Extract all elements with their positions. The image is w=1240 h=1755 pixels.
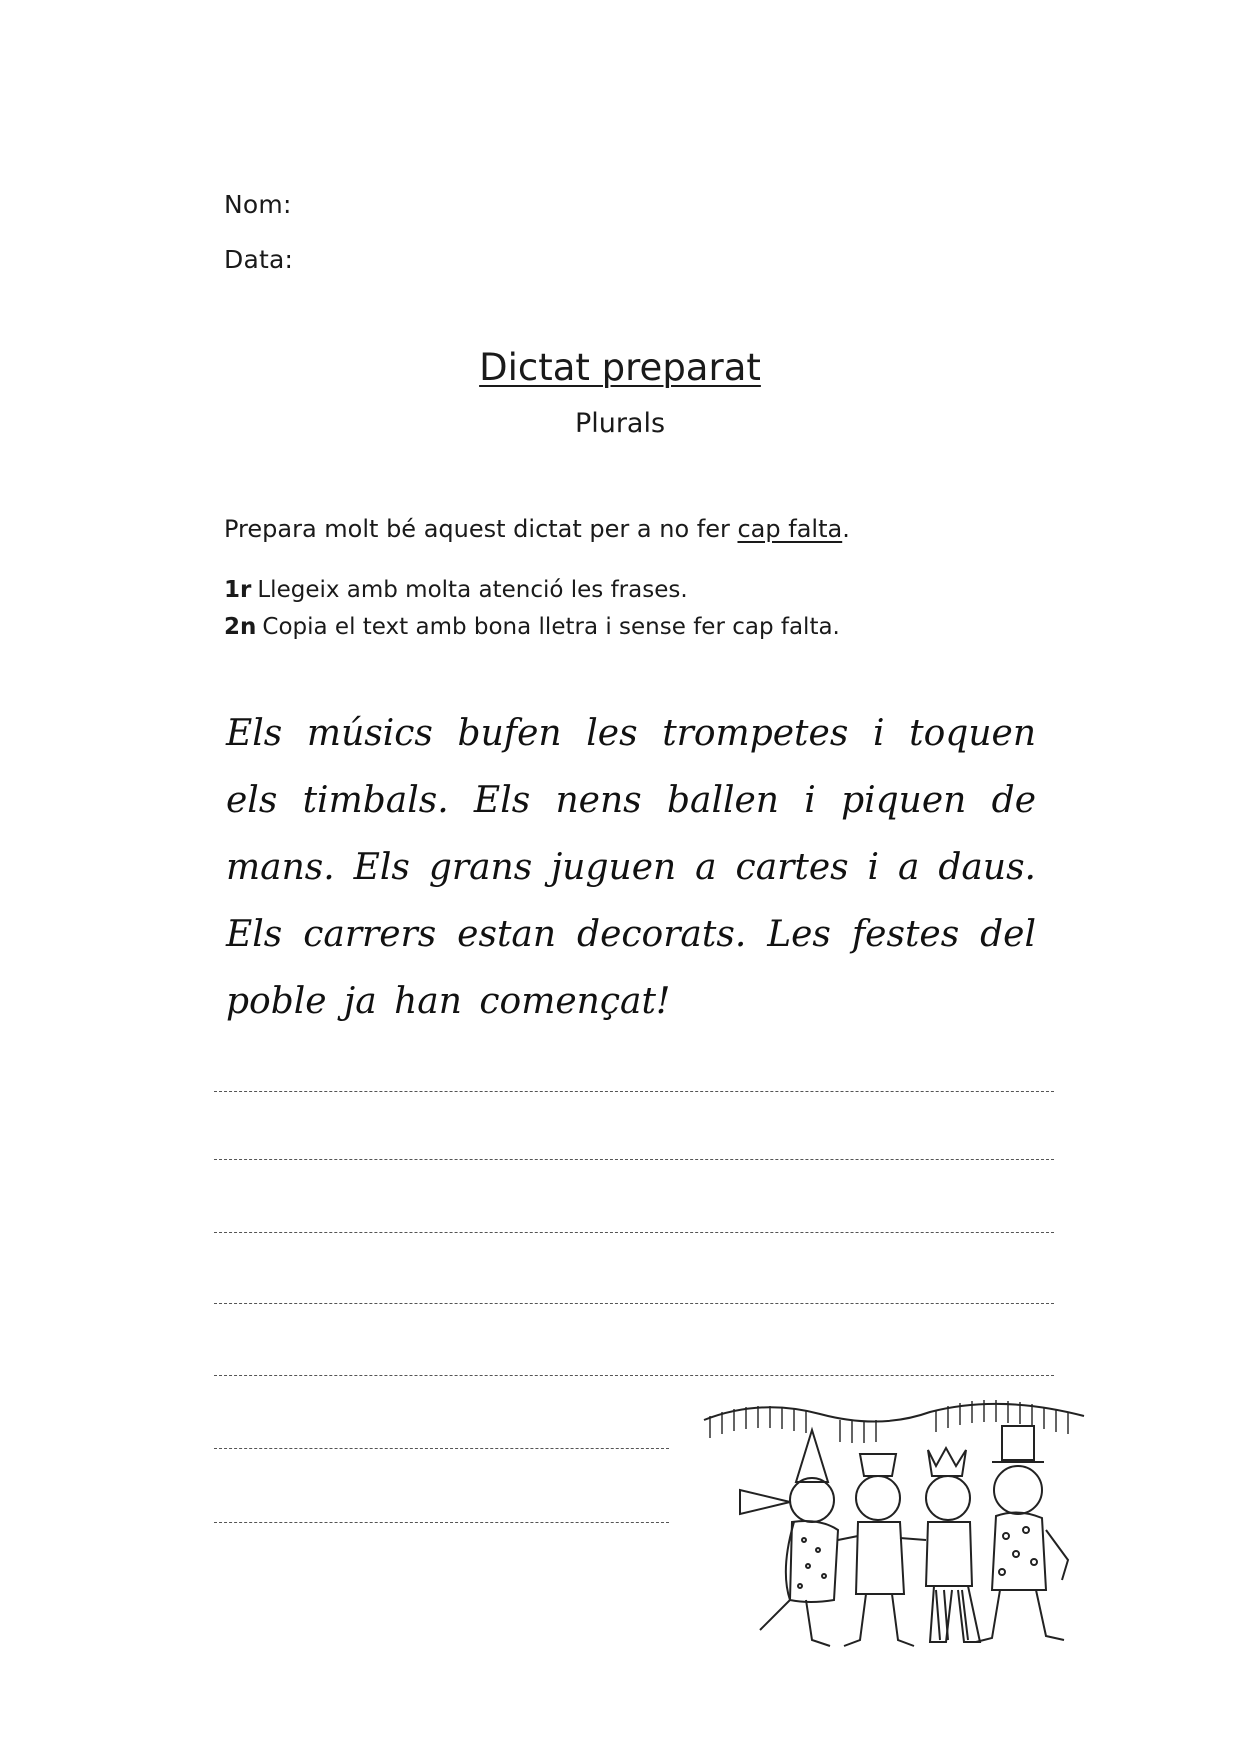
date-label: Data:: [224, 245, 294, 274]
instructions-end: .: [842, 515, 850, 543]
step-1: [224, 577, 688, 603]
instructions-underlined: cap falta: [737, 515, 843, 543]
carnival-children-parade-icon: [700, 1390, 1088, 1668]
step-2-text: Copia el text amb bona lletra i sense fer cap falta.: [262, 614, 840, 640]
step-2-number: 2n: [224, 614, 257, 640]
writing-line-3[interactable]: [214, 1232, 1054, 1233]
instructions: [224, 515, 850, 543]
writing-line-6[interactable]: [214, 1448, 669, 1449]
dictation-text: Els músics bufen les trompetes i toquen els timbals. Els nens ballen i piquen de mans. Els grans juguen a cartes i a daus. Els carrers estan decorats. Les festes del poble ja han començat!: [226, 713, 1036, 1022]
writing-line-4[interactable]: [214, 1303, 1054, 1304]
writing-line-1[interactable]: [214, 1091, 1054, 1092]
page-title-text: Dictat preparat: [479, 346, 761, 389]
step-1-text: Llegeix amb molta atenció les frases.: [257, 577, 688, 603]
name-label: Nom:: [224, 190, 292, 219]
page-subtitle: Plurals: [574, 408, 666, 439]
writing-line-2[interactable]: [214, 1159, 1054, 1160]
page-title: [0, 346, 1240, 389]
writing-line-5[interactable]: [214, 1375, 1054, 1376]
writing-line-7[interactable]: [214, 1522, 669, 1523]
instructions-text: Prepara molt bé aquest dictat per a no fer: [224, 515, 738, 543]
step-1-number: 1r: [224, 577, 252, 603]
step-2: [224, 614, 840, 640]
